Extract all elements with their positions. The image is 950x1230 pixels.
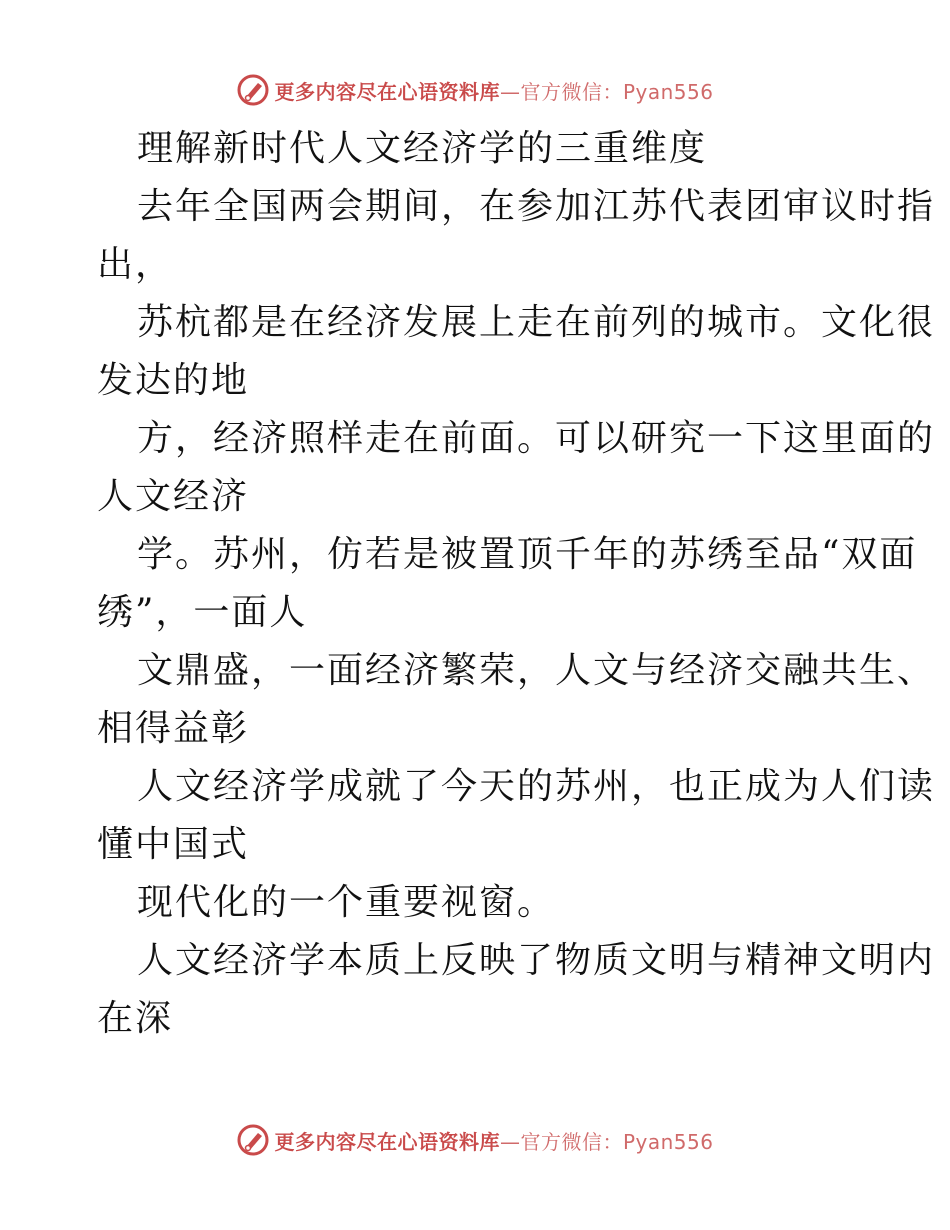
text-line: 出， bbox=[97, 244, 174, 285]
text-line: 去年全国两会期间，在参加江苏代表团审议时指 bbox=[137, 186, 936, 227]
text-line: 发达的地 bbox=[97, 360, 250, 401]
watermark-separator: — bbox=[499, 79, 521, 104]
text-line: 懂中国式 bbox=[97, 824, 250, 865]
watermark-brand: 更多内容尽在心语资料库 bbox=[274, 79, 500, 104]
text-line: 现代化的一个重要视窗。 bbox=[137, 882, 556, 923]
text-line: 人文经济 bbox=[97, 476, 250, 517]
watermark-suffix: 官方微信：Pyan556 bbox=[520, 1129, 714, 1154]
watermark-text bbox=[274, 76, 713, 105]
text-line: 绣”，一面人 bbox=[97, 592, 308, 633]
watermark-separator: — bbox=[499, 1129, 521, 1154]
pen-seal-icon bbox=[236, 1123, 270, 1157]
text-line: 苏杭都是在经济发展上走在前列的城市。文化很 bbox=[137, 302, 936, 343]
text-line: 在深 bbox=[97, 998, 174, 1039]
watermark-text bbox=[274, 1126, 713, 1155]
header-watermark bbox=[0, 70, 950, 110]
watermark-brand: 更多内容尽在心语资料库 bbox=[274, 1129, 500, 1154]
text-line: 学。苏州，仿若是被置顶千年的苏绣至品“双面 bbox=[137, 534, 918, 575]
watermark-suffix: 官方微信：Pyan556 bbox=[520, 79, 714, 104]
text-line: 人文经济学本质上反映了物质文明与精神文明内 bbox=[137, 940, 936, 981]
text-line: 文鼎盛，一面经济繁荣，人文与经济交融共生、 bbox=[137, 650, 936, 691]
pen-seal-icon bbox=[236, 73, 270, 107]
footer-watermark bbox=[0, 1120, 950, 1160]
document-body bbox=[97, 120, 936, 1048]
text-line: 方，经济照样走在前面。可以研究一下这里面的 bbox=[137, 418, 936, 459]
text-line: 人文经济学成就了今天的苏州，也正成为人们读 bbox=[137, 766, 936, 807]
text-line: 理解新时代人文经济学的三重维度 bbox=[137, 128, 708, 169]
text-line: 相得益彰 bbox=[97, 708, 250, 749]
